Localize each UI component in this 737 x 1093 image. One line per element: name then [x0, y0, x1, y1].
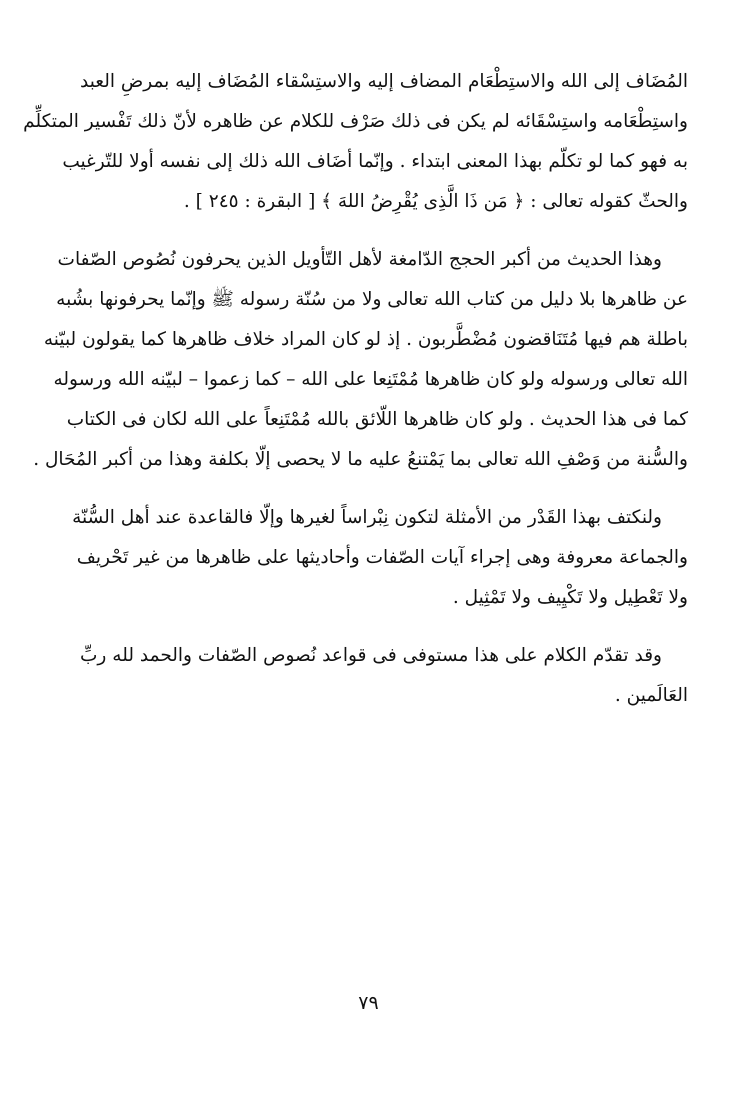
text-line: واستِطْعَامه واستِسْقَائه لم يكن فى ذلك صَرْف للكلام عن ظاهره لأنّ ذلك تَفْسير المتكلِّم: [23, 111, 688, 132]
text-line: عن ظاهرها بلا دليل من كتاب الله تعالى ولا من سُنّة رسوله ﷺ وإنّما يحرفونها بشُبه: [56, 289, 688, 310]
text-line: العَالَمين .: [614, 685, 688, 706]
text-line: باطلة هم فيها مُتَنَاقضون مُضْطَّربون . إذ لو كان المراد خلاف ظاهرها كما يقولون لبيّنه: [43, 329, 688, 350]
paragraph-2: [33, 240, 688, 480]
text-line: ولنكتف بهذا القَدْر من الأمثلة لتكون نِبْراساً لغيرها وإلّا فالقاعدة عند أهل السُّنّة: [72, 507, 662, 528]
text-line: به فهو كما لو تكلّم بهذا المعنى ابتداء . وإنّما أضَاف الله ذلك إلى نفسه أولا للتّرغيب: [62, 151, 688, 172]
text-line: والحثّ كقوله تعالى : ﴿ مَن ذَا الَّذِى يُقْرِضُ اللهَ ﴾ [ البقرة : ٢٤٥ ] .: [183, 191, 688, 212]
text-line: والسُّنة من وَصْفِ الله تعالى بما يَمْتنعُ عليه ما لا يحصى إلّا بكلفة وهذا من أكبر المُحَال .: [33, 449, 688, 470]
text-line: كما فى هذا الحديث . ولو كان ظاهرها اللّائق بالله مُمْتَنِعاً على الله لكان فى الكتاب: [66, 409, 688, 430]
text-line: ولا تَعْطِيل ولا تَكْيِيف ولا تَمْثِيل .: [452, 587, 688, 608]
text-line: وهذا الحديث من أكبر الحجج الدّامغة لأهل التّأويل الذين يحرفون نُصُوص الصّفات: [57, 249, 662, 270]
text-line: الله تعالى ورسوله ولو كان ظاهرها مُمْتَنِعا على الله – كما زعموا – لبيّنه الله ورسوله: [53, 369, 688, 390]
text-line: والجماعة معروفة وهى إجراء آيات الصّفات وأحاديثها على ظاهرها من غير تَحْريف: [76, 547, 688, 568]
page-body: [23, 62, 688, 734]
paragraph-4: [80, 636, 688, 716]
paragraph-1: [23, 62, 688, 222]
page-number: ٧٩: [358, 992, 379, 1014]
text-line: المُضَاف إلى الله والاستِطْعَام المضاف إليه والاستِسْقاء المُضَاف إليه بمرضِ العبد: [80, 71, 688, 92]
paragraph-3: [72, 498, 688, 618]
text-line: وقد تقدّم الكلام على هذا مستوفى فى قواعد نُصوص الصّفات والحمد لله ربِّ: [80, 645, 662, 666]
